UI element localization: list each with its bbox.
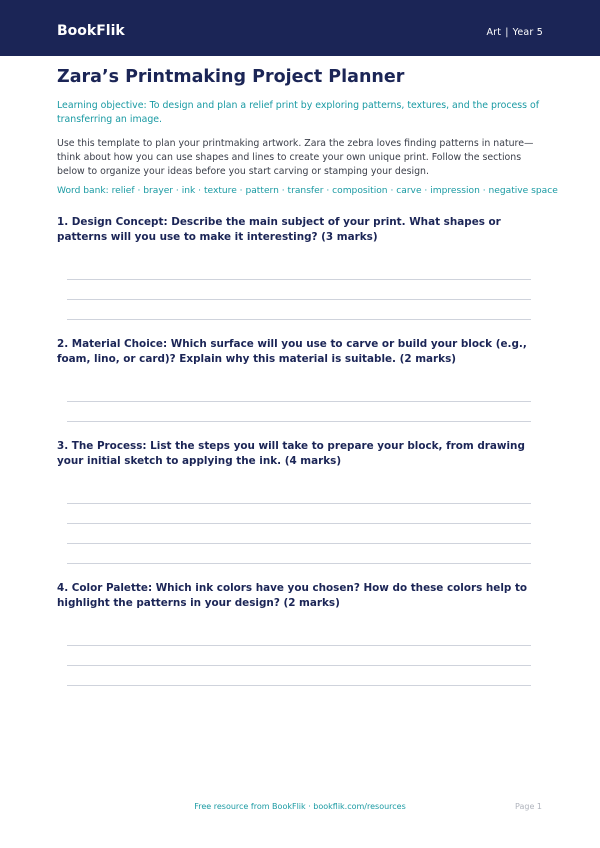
answer-line[interactable] <box>67 665 531 666</box>
answer-line[interactable] <box>67 543 531 544</box>
meta-separator: | <box>505 27 509 38</box>
subject-year <box>486 27 543 39</box>
year-label: Year 5 <box>512 27 543 38</box>
footer-credit: Free resource from BookFlik · bookflik.com/resources <box>194 802 406 811</box>
answer-line[interactable] <box>67 319 531 320</box>
question-1: 1. Design Concept: Describe the main subject of your print. What shapes or patterns will you use to make it interesting? (3 marks) <box>57 216 501 244</box>
answer-line[interactable] <box>67 299 531 300</box>
answer-line[interactable] <box>67 421 531 422</box>
question-3: 3. The Process: List the steps you will take to prepare your block, from drawing your initial sketch to applying the ink. (4 marks) <box>57 440 525 468</box>
answer-line[interactable] <box>67 645 531 646</box>
subject-label: Art <box>486 27 502 38</box>
learning-objective: Learning objective: To design and plan a relief print by exploring patterns, textures, and the process of transferring an image. <box>57 100 540 125</box>
brand-logo: BookFlik <box>57 23 125 39</box>
answer-line[interactable] <box>67 503 531 504</box>
question-4: 4. Color Palette: Which ink colors have you chosen? How do these colors help to highlight the patterns in your design? (2 marks) <box>57 582 528 610</box>
answer-line[interactable] <box>67 523 531 524</box>
answer-line[interactable] <box>67 401 531 402</box>
page-title: Zara’s Printmaking Project Planner <box>57 67 405 87</box>
question-2: 2. Material Choice: Which surface will you use to carve or build your block (e.g., foam, lino, or card)? Explain why this material is suitable. (2 marks) <box>57 338 527 366</box>
intro-text: Use this template to plan your printmaking artwork. Zara the zebra loves finding patterns in nature—think about how you can use shapes and lines to create your own unique print. Follow the sections below to organize your ideas before you start carving or stamping your design. <box>57 138 534 178</box>
answer-line[interactable] <box>67 279 531 280</box>
page-number: Page 1 <box>515 802 542 811</box>
page-header <box>0 0 600 56</box>
word-bank: Word bank: relief · brayer · ink · texture · pattern · transfer · composition · carve · impression · negative space <box>57 186 558 196</box>
answer-line[interactable] <box>67 563 531 564</box>
answer-line[interactable] <box>67 685 531 686</box>
